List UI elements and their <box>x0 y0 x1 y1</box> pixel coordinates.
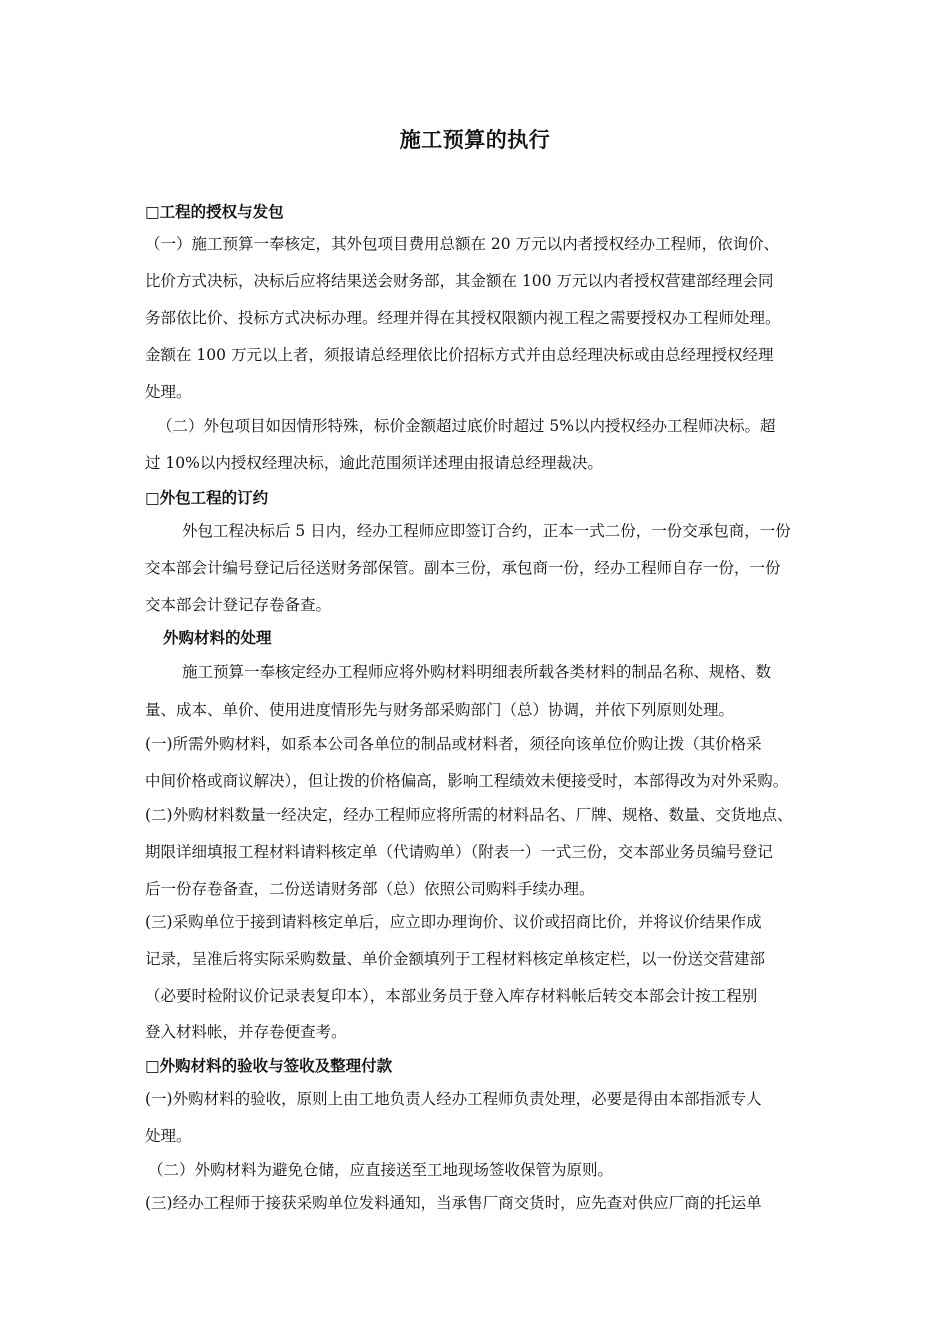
paragraph-line: (三)采购单位于接到请料核定单后，应立即办理询价、议价或招商比价，并将议价结果作成 <box>145 913 762 931</box>
paragraph-line: 记录，呈准后将实际采购数量、单价金额填列于工程材料核定单核定栏，以一份送交营建部 <box>145 950 766 968</box>
section-heading-acceptance: □外购材料的验收与签收及整理付款 <box>145 1057 393 1075</box>
paragraph-line: 交本部会计编号登记后径送财务部保管。副本三份，承包商一份，经办工程师自存一份，一份 <box>145 559 781 577</box>
paragraph-line: 务部依比价、投标方式决标办理。经理并得在其授权限额内视工程之需要授权办工程师处理。 <box>145 309 781 327</box>
paragraph-line: （一）施工预算一奉核定，其外包项目费用总额在 20 万元以内者授权经办工程师，依询价、 <box>145 235 780 253</box>
paragraph-line: (三)经办工程师于接获采购单位发料通知，当承售厂商交货时，应先查对供应厂商的托运单 <box>145 1194 762 1212</box>
paragraph-line: 处理。 <box>145 383 192 401</box>
section-heading-purchased-materials: 外购材料的处理 <box>163 629 272 647</box>
paragraph-line: 过 10%以内授权经理决标，逾此范围须详述理由报请总经理裁决。 <box>145 454 603 472</box>
paragraph-line: 交本部会计登记存卷备查。 <box>145 596 332 614</box>
paragraph-line: （必要时检附议价记录表复印本），本部业务员于登入库存材料帐后转交本部会计按工程别 <box>145 987 758 1005</box>
paragraph-line: （二）外包项目如因情形特殊，标价金额超过底价时超过 5%以内授权经办工程师决标。超 <box>157 417 776 435</box>
paragraph-line: (一)所需外购材料，如系本公司各单位的制品或材料者，须径向该单位价购让拨（其价格采 <box>145 735 762 753</box>
paragraph-line: 处理。 <box>145 1127 192 1145</box>
section-heading-authorization: □工程的授权与发包 <box>145 203 284 221</box>
paragraph-line: 外包工程决标后 5 日内，经办工程师应即签订合约，正本一式二份，一份交承包商，一份 <box>182 522 791 540</box>
paragraph-line: 中间价格或商议解决），但让拨的价格偏高，影响工程绩效未便接受时，本部得改为对外采购。 <box>145 772 789 790</box>
paragraph-line: 金额在 100 万元以上者，须报请总经理依比价招标方式并由总经理决标或由总经理授权经理 <box>145 346 774 364</box>
paragraph-line: 后一份存卷备查，二份送请财务部（总）依照公司购料手续办理。 <box>145 880 595 898</box>
paragraph-line: 登入材料帐，并存卷便查考。 <box>145 1023 347 1041</box>
document-title: 施工预算的执行 <box>399 128 551 152</box>
paragraph-line: 比价方式决标，决标后应将结果送会财务部，其金额在 100 万元以内者授权营建部经理会同 <box>145 272 774 290</box>
paragraph-line: 量、成本、单价、使用进度情形先与财务部采购部门（总）协调，并依下列原则处理。 <box>145 701 735 719</box>
section-heading-contract: □外包工程的订约 <box>145 489 269 507</box>
paragraph-line: 期限详细填报工程材料请料核定单（代请购单）（附表一）一式三份，交本部业务员编号登记 <box>145 843 773 861</box>
paragraph-line: （二）外购材料为避免仓储，应直接送至工地现场签收保管为原则。 <box>148 1161 614 1179</box>
paragraph-line: (二)外购材料数量一经决定，经办工程师应将所需的材料品名、厂牌、规格、数量、交货地点、 <box>145 806 793 824</box>
paragraph-line: (一)外购材料的验收，原则上由工地负责人经办工程师负责处理，必要是得由本部指派专人 <box>145 1090 762 1108</box>
paragraph-line: 施工预算一奉核定经办工程师应将外购材料明细表所载各类材料的制品名称、规格、数 <box>182 663 772 681</box>
